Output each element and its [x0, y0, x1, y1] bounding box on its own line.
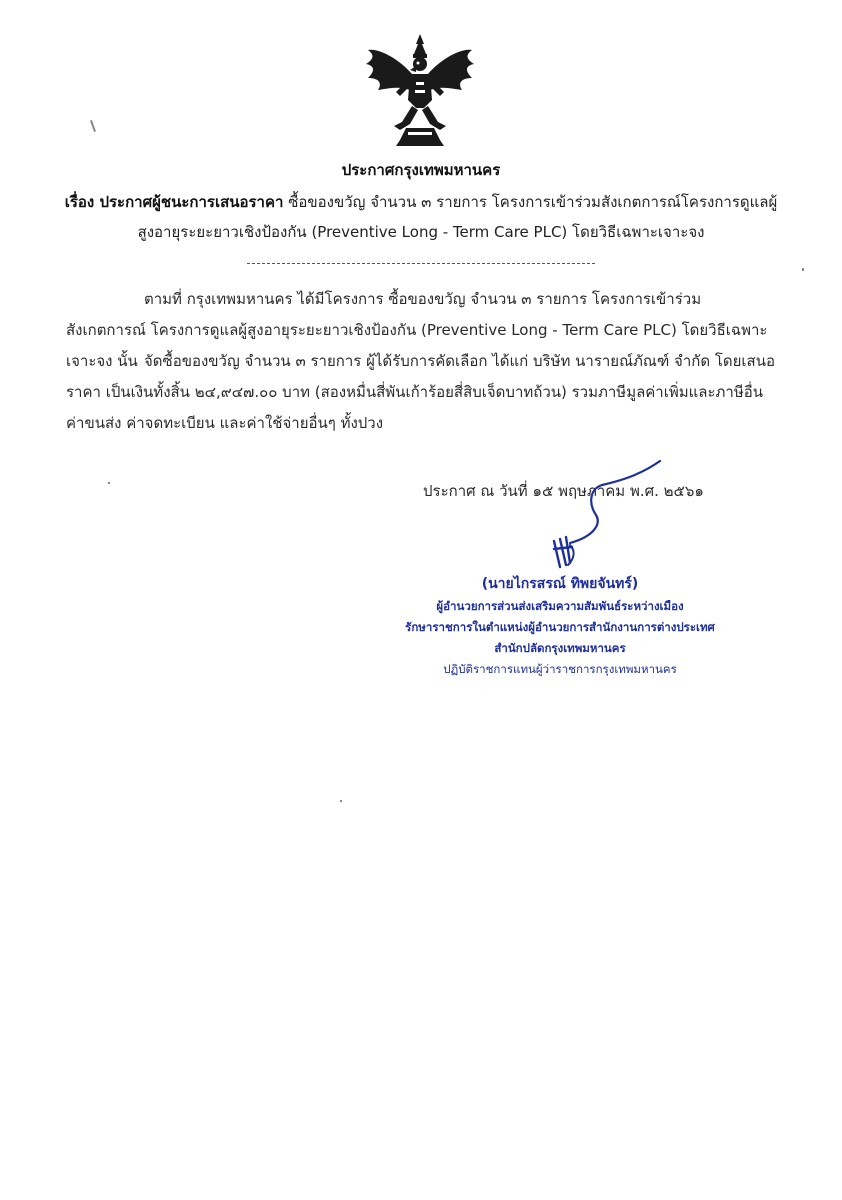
handwritten-signature: [540, 455, 680, 575]
subject-label: เรื่อง ประกาศผู้ชนะการเสนอราคา: [64, 193, 284, 211]
subject-text-line1: ซื้อของขวัญ จำนวน ๓ รายการ โครงการเข้าร่วมสังเกตการณ์โครงการดูแลผู้: [283, 193, 778, 211]
body-paragraph-1: ตามที่ กรุงเทพมหานคร ได้มีโครงการ ซื้อของขวัญ จำนวน ๓ รายการ โครงการเข้าร่วมสังเกตการณ์ โครงการดูแลผู้สูงอายุระยะยาวเชิงป้องกัน (Preventive Long - Term Care PLC) โดยวิธีเฉพาะเจาะจง นั้น: [66, 290, 768, 370]
announcement-date: ประกาศ ณ วันที่ ๑๕ พฤษภาคม พ.ศ. ๒๕๖๑: [423, 482, 704, 500]
signatory-position-4: ปฏิบัติราชการแทนผู้ว่าราชการกรุงเทพมหานคร: [443, 662, 677, 676]
scan-speck: [90, 120, 96, 132]
signatory-name: (นายไกรสรณ์ ทิพยจันทร์): [481, 576, 639, 592]
dashed-divider: [247, 263, 595, 264]
scan-speck: [340, 800, 342, 802]
document-title: ประกาศกรุงเทพมหานคร: [341, 161, 501, 179]
body-paragraph-2: จัดซื้อของขวัญ จำนวน ๓ รายการ ผู้ได้รับการคัดเลือก ได้แก่ บริษัท นารายณ์ภัณฑ์ จำกัด โดยเสนอราคา เป็นเงินทั้งสิ้น ๒๔,๙๔๗.๐๐ บาท (สองหมื่นสี่พันเก้าร้อยสี่สิบเจ็ดบาทถ้วน) รวมภาษีมูลค่าเพิ่มและภาษีอื่น ค่าขนส่ง ค่าจดทะเบียน และค่าใช้จ่ายอื่นๆ ทั้งปวง: [66, 352, 775, 432]
document-subject: [60, 187, 782, 247]
signatory-position-2: รักษาราชการในตำแหน่งผู้อำนวยการสำนักงานการต่างประเทศ: [405, 620, 715, 634]
scan-speck: [802, 268, 804, 271]
signatory-position-1: ผู้อำนวยการส่วนส่งเสริมความสัมพันธ์ระหว่างเมือง: [436, 599, 684, 613]
garuda-emblem-icon: [360, 30, 480, 150]
signatory-block: [400, 572, 720, 680]
signatory-position-3: สำนักปลัดกรุงเทพมหานคร: [494, 641, 626, 655]
scan-speck: [108, 482, 110, 484]
subject-text-line2: สูงอายุระยะยาวเชิงป้องกัน (Preventive Long - Term Care PLC) โดยวิธีเฉพาะเจาะจง: [137, 223, 705, 241]
